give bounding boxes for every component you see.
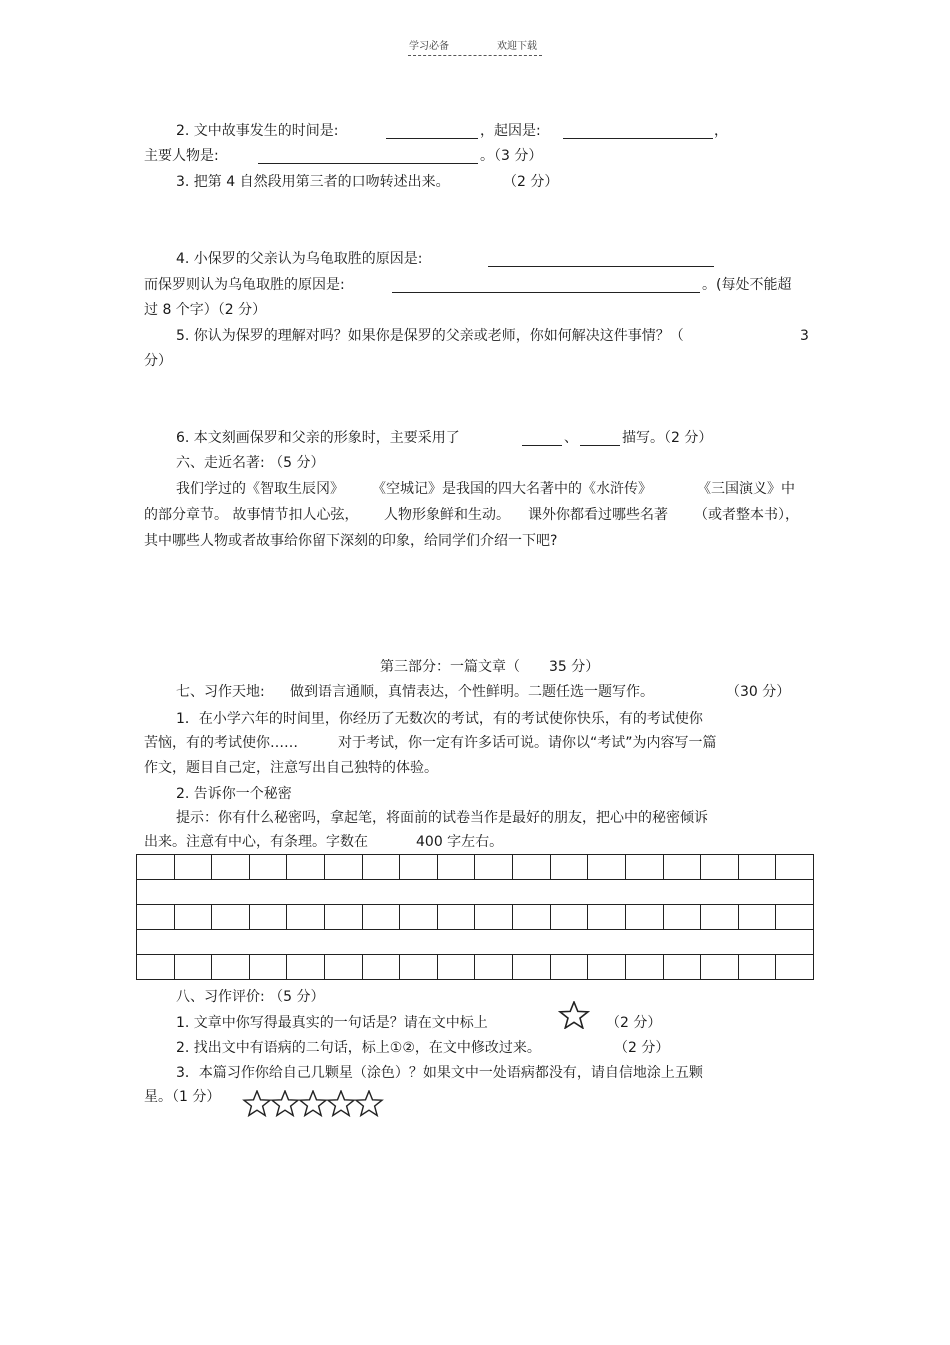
grid-cell[interactable] xyxy=(475,955,513,980)
grid-cell[interactable] xyxy=(513,955,551,980)
grid-cell[interactable] xyxy=(475,855,513,880)
q6-blank-2[interactable] xyxy=(580,431,620,446)
rating-star-4-icon[interactable] xyxy=(328,1091,354,1116)
grid-cell[interactable] xyxy=(137,880,814,905)
grid-cell[interactable] xyxy=(325,905,363,930)
section6-p2-d: （或者整本书）， xyxy=(694,507,799,523)
grid-cell[interactable] xyxy=(400,905,438,930)
q4-line1: 4. 小保罗的父亲认为乌龟取胜的原因是: xyxy=(176,251,423,267)
grid-cell[interactable] xyxy=(212,905,250,930)
grid-cell[interactable] xyxy=(137,855,175,880)
grid-cell[interactable] xyxy=(137,955,175,980)
grid-cell[interactable] xyxy=(776,955,814,980)
option1-line1: 1．在小学六年的时间里，你经历了无数次的考试，有的考试使你快乐，有的考试使你 xyxy=(176,711,703,727)
section6-p1-a: 我们学过的《智取生辰冈》 xyxy=(176,481,344,497)
rating-star-1-icon[interactable] xyxy=(244,1091,270,1116)
grid-cell[interactable] xyxy=(513,905,551,930)
q3-score: （2 分） xyxy=(503,174,559,190)
grid-cell[interactable] xyxy=(287,955,325,980)
q2-characters-blank[interactable] xyxy=(258,149,478,164)
grid-cell[interactable] xyxy=(437,955,475,980)
section6-p1-b: 《空城记》是我国的四大名著中的《水浒传》 xyxy=(372,481,652,497)
grid-cell[interactable] xyxy=(738,905,776,930)
grid-cell[interactable] xyxy=(400,855,438,880)
grid-row-cells-1 xyxy=(137,855,814,880)
grid-cell[interactable] xyxy=(550,955,588,980)
grid-cell[interactable] xyxy=(174,855,212,880)
rating-star-3-icon[interactable] xyxy=(300,1091,326,1116)
section7-requirements: 做到语言通顺，真情表达，个性鲜明。二题任选一题写作。 xyxy=(290,684,654,700)
grid-row-cells-3 xyxy=(137,955,814,980)
q3-text: 3. 把第 4 自然段用第三者的口吻转述出来。 xyxy=(176,174,450,190)
item1-text: 1. 文章中你写得最真实的一句话是？请在文中标上 xyxy=(176,1015,488,1031)
grid-cell[interactable] xyxy=(776,905,814,930)
grid-cell[interactable] xyxy=(738,855,776,880)
grid-cell[interactable] xyxy=(249,955,287,980)
item2-score: （2 分） xyxy=(614,1040,670,1056)
grid-cell[interactable] xyxy=(663,955,701,980)
q5-line1-end: 3 xyxy=(800,328,809,344)
option1-line2-a: 苦恼，有的考试使你…… xyxy=(144,735,298,751)
grid-row-spacer-1 xyxy=(137,880,814,905)
grid-cell[interactable] xyxy=(362,905,400,930)
section7-title: 七、习作天地: xyxy=(176,684,265,700)
part3-score: 35 分） xyxy=(549,659,600,675)
grid-cell[interactable] xyxy=(325,855,363,880)
q2-score: 。（3 分） xyxy=(480,148,543,164)
grid-cell[interactable] xyxy=(701,905,739,930)
q5-line1: 5. 你认为保罗的理解对吗？如果你是保罗的父亲或老师，你如何解决这件事情？（ xyxy=(176,328,684,344)
rating-star-5-icon[interactable] xyxy=(356,1091,382,1116)
grid-cell[interactable] xyxy=(437,905,475,930)
q6-end: 描写。（2 分） xyxy=(622,430,713,446)
q2-cause-blank[interactable] xyxy=(563,124,713,139)
grid-cell[interactable] xyxy=(475,905,513,930)
grid-cell[interactable] xyxy=(663,855,701,880)
q2-characters-label: 主要人物是: xyxy=(144,148,219,164)
q2-cause-label: ，起因是: xyxy=(480,123,541,139)
item3-line1: 3．本篇习作你给自己几颗星（涂色）？如果文中一处语病都没有，请自信地涂上五颗 xyxy=(176,1065,703,1081)
section6-p1-c: 《三国演义》中 xyxy=(697,481,795,497)
section6-p2-a: 的部分章节。 故事情节扣人心弦， xyxy=(144,507,359,523)
grid-cell[interactable] xyxy=(701,955,739,980)
part3-title: 第三部分：一篇文章（ xyxy=(380,659,520,675)
grid-cell[interactable] xyxy=(701,855,739,880)
option2-line1: 提示：你有什么秘密吗，拿起笔，将面前的试卷当作是最好的朋友，把心中的秘密倾诉 xyxy=(176,810,708,826)
option2-line2-a: 出来。注意有中心，有条理。字数在 xyxy=(144,834,368,850)
option1-line2-b: 对于考试，你一定有许多话可说。请你以“考试”为内容写一篇 xyxy=(338,735,717,751)
q4-line2-end: 。(每处不能超 xyxy=(702,277,792,293)
rating-star-2-icon[interactable] xyxy=(272,1091,298,1116)
q4-paul-blank[interactable] xyxy=(392,278,700,293)
section6-p3: 其中哪些人物或者故事给你留下深刻的印象，给同学们介绍一下吧? xyxy=(144,533,558,549)
grid-cell[interactable] xyxy=(550,855,588,880)
grid-cell[interactable] xyxy=(776,855,814,880)
header-left: 学习必备 xyxy=(409,41,449,52)
grid-cell[interactable] xyxy=(325,955,363,980)
grid-cell[interactable] xyxy=(663,905,701,930)
q2-comma: ， xyxy=(714,123,728,139)
grid-cell[interactable] xyxy=(588,905,626,930)
grid-cell[interactable] xyxy=(550,905,588,930)
section7-score: （30 分） xyxy=(726,684,791,700)
grid-cell[interactable] xyxy=(212,855,250,880)
grid-cell[interactable] xyxy=(588,855,626,880)
header-divider xyxy=(408,55,542,56)
q6-separator: 、 xyxy=(564,430,578,446)
section8-title: 八、习作评价: （5 分） xyxy=(176,989,325,1005)
option2-title: 2. 告诉你一个秘密 xyxy=(176,786,292,802)
grid-cell[interactable] xyxy=(437,855,475,880)
q4-line3: 过 8 个字）（2 分） xyxy=(144,302,267,318)
writing-grid[interactable] xyxy=(136,854,814,980)
grid-cell[interactable] xyxy=(625,855,663,880)
item1-score: （2 分） xyxy=(606,1015,662,1031)
grid-row-spacer-2 xyxy=(137,930,814,955)
grid-row-cells-2 xyxy=(137,905,814,930)
item3-line2: 星。（1 分） xyxy=(144,1089,221,1105)
grid-cell[interactable] xyxy=(400,955,438,980)
grid-cell[interactable] xyxy=(287,905,325,930)
q5-line2: 分） xyxy=(144,353,172,369)
grid-cell[interactable] xyxy=(513,855,551,880)
option2-line2-b: 400 字左右。 xyxy=(416,834,504,850)
q4-father-blank[interactable] xyxy=(488,252,714,267)
grid-cell[interactable] xyxy=(212,955,250,980)
grid-cell[interactable] xyxy=(137,930,814,955)
grid-cell[interactable] xyxy=(137,905,175,930)
section6-p2-b: 人物形象鲜和生动。 xyxy=(384,507,510,523)
grid-cell[interactable] xyxy=(287,855,325,880)
grid-cell[interactable] xyxy=(174,955,212,980)
grid-cell[interactable] xyxy=(625,905,663,930)
q6-blank-1[interactable] xyxy=(522,431,562,446)
header-right: 欢迎下载 xyxy=(497,41,537,52)
grid-cell[interactable] xyxy=(249,905,287,930)
grid-cell[interactable] xyxy=(588,955,626,980)
section6-title: 六、走近名著: （5 分） xyxy=(176,455,325,471)
q2-time-blank[interactable] xyxy=(386,124,478,139)
rating-stars[interactable] xyxy=(242,1090,388,1118)
option1-line3: 作文，题目自己定，注意写出自己独特的体验。 xyxy=(144,760,438,776)
grid-cell[interactable] xyxy=(249,855,287,880)
q2-line1-label: 2. 文中故事发生的时间是: xyxy=(176,123,339,139)
grid-cell[interactable] xyxy=(738,955,776,980)
grid-cell[interactable] xyxy=(625,955,663,980)
grid-cell[interactable] xyxy=(174,905,212,930)
grid-cell[interactable] xyxy=(362,955,400,980)
item2-text: 2. 找出文中有语病的二句话，标上①②，在文中修改过来。 xyxy=(176,1040,541,1056)
q4-line2-label: 而保罗则认为乌龟取胜的原因是: xyxy=(144,277,345,293)
section6-p2-c: 课外你都看过哪些名著 xyxy=(528,507,668,523)
q6-text: 6. 本文刻画保罗和父亲的形象时，主要采用了 xyxy=(176,430,460,446)
star-icon xyxy=(558,1001,590,1029)
grid-cell[interactable] xyxy=(362,855,400,880)
